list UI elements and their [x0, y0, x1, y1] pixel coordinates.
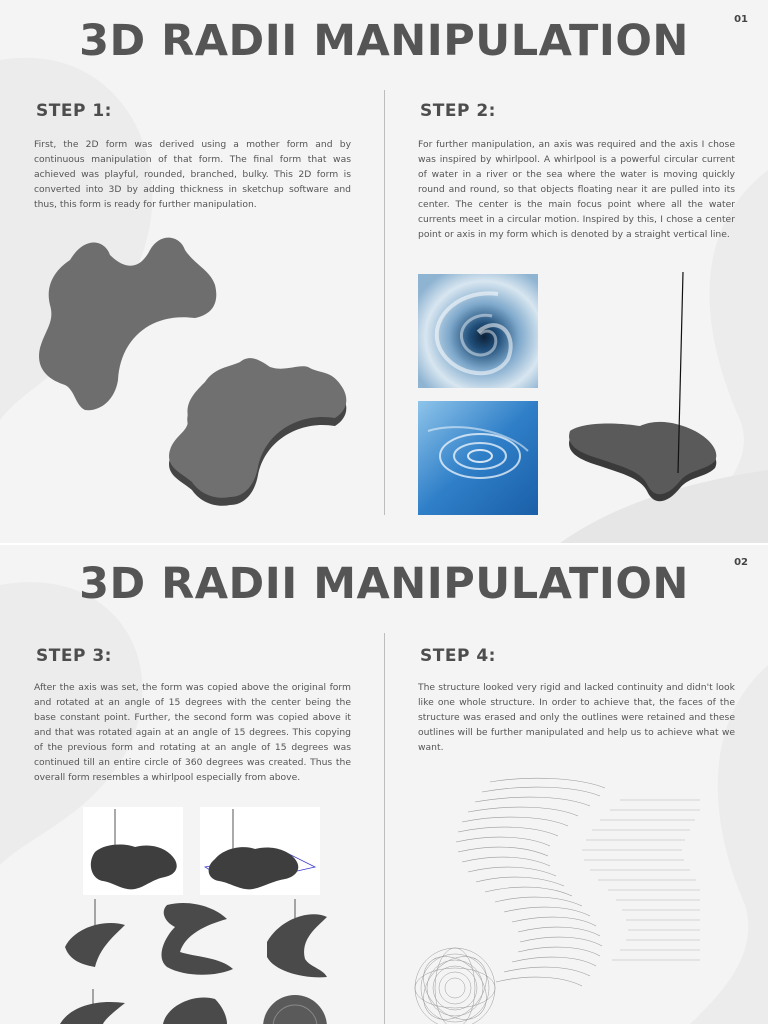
- step-3-rotation-sequence-illustration: [55, 807, 345, 1024]
- spiral-stack-shape: [163, 997, 227, 1024]
- spiral-top-view-shape: [263, 995, 327, 1024]
- step-2-heading: STEP 2:: [420, 101, 496, 121]
- column-divider: [384, 633, 385, 1024]
- page-2: [0, 545, 768, 1024]
- step-1-forms-illustration: [30, 230, 360, 520]
- step-4-heading: STEP 4:: [420, 646, 496, 666]
- page-number: 01: [734, 14, 748, 25]
- spiral-stack-shape: [267, 899, 327, 977]
- spiral-stack-shape: [60, 989, 125, 1024]
- spiral-stack-shape: [65, 899, 125, 967]
- step-4-outlines-illustration: [400, 770, 700, 1024]
- column-divider: [384, 90, 385, 515]
- extruded-form-shape: [169, 358, 346, 506]
- flat-form-shape: [39, 238, 216, 411]
- page-number: 02: [734, 557, 748, 568]
- spiral-stack-shape: [162, 903, 233, 975]
- step-1-text: First, the 2D form was derived using a mother form and by continuous manipulation of that form. The final form that was achieved was playful, rounded, branched, bulky. This 2D form is converted into 3D by adding thickness in sketchup software and thus, this form is ready for further manipulation.: [34, 139, 351, 210]
- step-1-heading: STEP 1:: [36, 101, 112, 121]
- page-title: 3D RADII MANIPULATION: [79, 16, 689, 66]
- whirlpool-photo-bottom: [418, 401, 538, 515]
- step-2-text: For further manipulation, an axis was required and the axis I chose was inspired by whirlpool. A whirlpool is a powerful circular current of water in a river or the sea where the water is moving quickly round and round, so that objects floating near it are pulled into its center. The center is the main focus point where all the water currents meet in a circular motion. Inspired by this, I chose a center point or axis in my form which is denoted by a straight vertical line.: [418, 139, 735, 240]
- whirlpool-photo-top: [418, 274, 538, 388]
- step-3-heading: STEP 3:: [36, 646, 112, 666]
- step-3-text: After the axis was set, the form was copied above the original form and rotated at an angle of 15 degrees with the center being the base constant point. Further, the second form was copied above it and that was rotated again at an angle of 15 degrees. This copying of the previous form and rotating at an angle of 15 degrees was continued till an entire circle of 360 degrees was created. Thus the overall form resembles a whirlpool especially from above.: [34, 682, 351, 783]
- form-with-axis-illustration: [560, 268, 730, 513]
- twisted-outline-wireframe: [456, 778, 605, 986]
- top-view-outline-rosette: [411, 944, 499, 1024]
- page-title: 3D RADII MANIPULATION: [79, 559, 689, 609]
- step-4-text: The structure looked very rigid and lacked continuity and didn't look like one whole structure. In order to achieve that, the faces of the structure was erased and only the outlines were retained and these outlines will be further manipulated and help us to achieve what we want.: [418, 682, 735, 753]
